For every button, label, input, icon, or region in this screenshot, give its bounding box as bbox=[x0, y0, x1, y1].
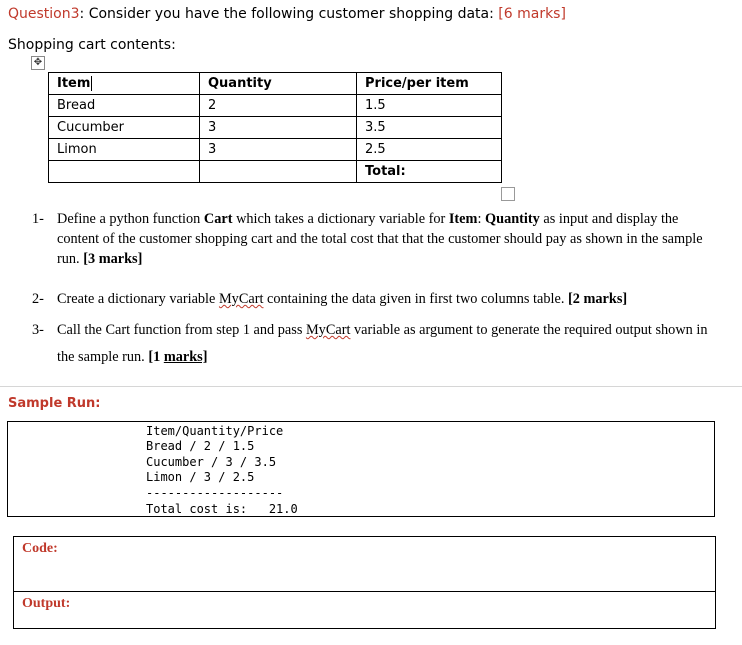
mycart-variable: MyCart bbox=[305, 322, 351, 338]
move-cross-icon[interactable]: ✥ bbox=[31, 56, 45, 70]
table-cell[interactable]: 2.5 bbox=[357, 139, 502, 161]
output-line: Cucumber / 3 / 3.5 bbox=[146, 455, 277, 469]
output-line: Limon / 3 / 2.5 bbox=[146, 470, 255, 484]
table-total-row bbox=[49, 161, 502, 183]
code-label: Code: bbox=[22, 541, 58, 556]
table-row bbox=[49, 95, 502, 117]
header-item[interactable]: Item bbox=[49, 73, 200, 95]
cart-label: Shopping cart contents: bbox=[8, 37, 176, 53]
output-line: Total cost is: 21.0 bbox=[146, 502, 298, 516]
table-row bbox=[49, 117, 502, 139]
question-colon: : bbox=[79, 6, 85, 22]
task-number: 1- bbox=[32, 211, 44, 227]
task-number: 3- bbox=[32, 322, 44, 338]
task-item-3 bbox=[32, 317, 712, 371]
table-cell[interactable]: 3 bbox=[200, 139, 357, 161]
question-label: Question3 bbox=[8, 6, 80, 22]
output-answer-box[interactable] bbox=[13, 591, 716, 629]
shopping-cart-table bbox=[48, 72, 502, 183]
total-label[interactable]: Total: bbox=[357, 161, 502, 183]
table-cell[interactable]: 3 bbox=[200, 117, 357, 139]
code-answer-box[interactable] bbox=[13, 536, 716, 592]
table-cell[interactable]: 3.5 bbox=[357, 117, 502, 139]
question-heading bbox=[8, 6, 566, 22]
task-item-2 bbox=[32, 289, 712, 309]
output-line: Item/Quantity/Price bbox=[146, 424, 284, 438]
table-cell[interactable]: Bread bbox=[49, 95, 200, 117]
table-header-row bbox=[49, 73, 502, 95]
task-text: Create a dictionary variable MyCart containing the data given in first two columns table. [2 marks] bbox=[57, 291, 628, 307]
mycart-variable: MyCart bbox=[218, 291, 264, 307]
task-item-1 bbox=[32, 209, 712, 269]
question-marks: [6 marks] bbox=[498, 6, 566, 22]
table-cell-empty[interactable] bbox=[49, 161, 200, 183]
output-line: Bread / 2 / 1.5 bbox=[146, 439, 255, 453]
table-cell[interactable]: Limon bbox=[49, 139, 200, 161]
horizontal-divider bbox=[0, 386, 742, 387]
table-cell[interactable]: 2 bbox=[200, 95, 357, 117]
header-price[interactable]: Price/per item bbox=[357, 73, 502, 95]
sample-run-box bbox=[7, 421, 715, 517]
question-text: Consider you have the following customer shopping data: bbox=[84, 6, 499, 22]
header-quantity[interactable]: Quantity bbox=[200, 73, 357, 95]
output-label: Output: bbox=[22, 596, 71, 611]
sample-run-label: Sample Run: bbox=[8, 396, 101, 411]
table-row bbox=[49, 139, 502, 161]
task-text: Call the Cart function from step 1 and pass MyCart variable as argument to generate the required output shown in the sample run. [1 marks] bbox=[57, 322, 708, 365]
table-cell[interactable]: 1.5 bbox=[357, 95, 502, 117]
table-resize-handle[interactable] bbox=[501, 187, 515, 201]
output-line: ------------------- bbox=[146, 486, 284, 500]
task-text: Define a python function Cart which takes a dictionary variable for Item: Quantity as input and display the content of the customer shopping cart and the total cost that that the customer should pay as shown in the sample run. [3 marks] bbox=[57, 211, 703, 267]
task-number: 2- bbox=[32, 291, 44, 307]
table-cell[interactable]: Cucumber bbox=[49, 117, 200, 139]
table-cell-empty[interactable] bbox=[200, 161, 357, 183]
